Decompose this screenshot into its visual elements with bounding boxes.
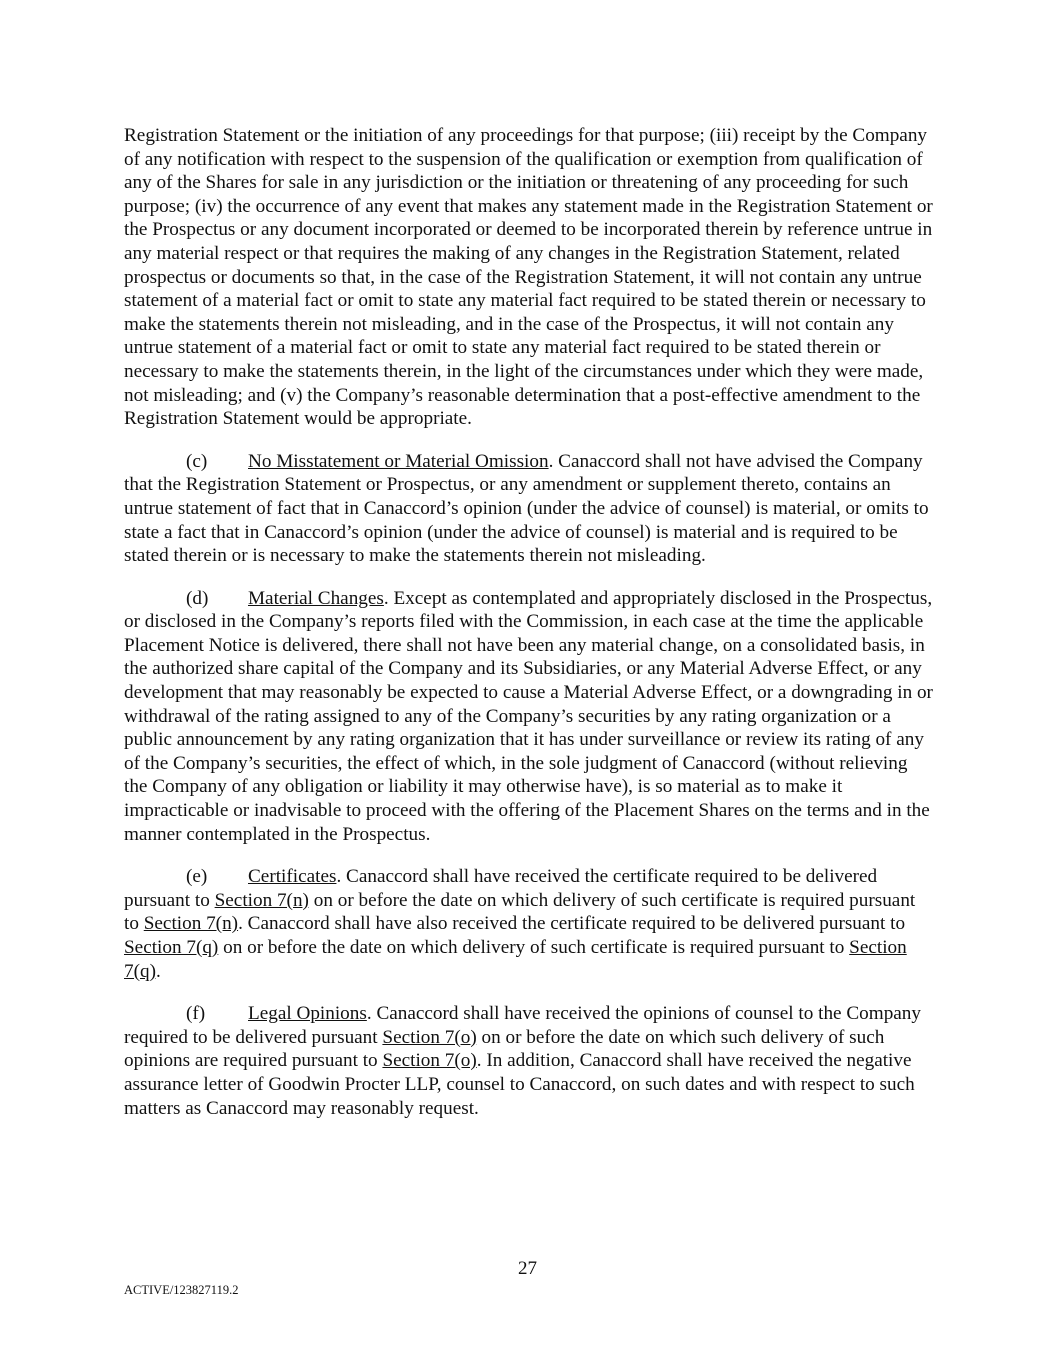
section-f-text: . Canaccord shall have received the opinions of counsel to the Company required to be delivered pursuant bbox=[124, 1003, 921, 1048]
section-f-heading: Legal Opinions bbox=[248, 1003, 367, 1025]
section-d-paragraph bbox=[124, 587, 934, 847]
section-f-text: on or before the date on which such delivery of such opinions are required pursuant to bbox=[124, 1026, 885, 1072]
section-f-text: . In addition, Canaccord shall have received the negative assurance letter of Goodwin Procter LLP, counsel to Canaccord, on such dates and with respect to such matters as Canaccord may reasonably request. bbox=[124, 1050, 915, 1119]
section-c-text: . Canaccord shall not have advised the Company that the Registration Statement or Prospectus, or any amendment or supplement thereto, contains an untrue statement of fact that in Canaccord’s opinion (under the advice of counsel) is material, or omits to state a fact that in Canaccord’s opinion (under the advice of counsel) is material and is required to be stated therein or is necessary to make the statements therein not misleading. bbox=[124, 450, 929, 567]
section-e-text: . Canaccord shall have also received the certificate required to be delivered pursuant to bbox=[238, 913, 906, 935]
section-e-text: on or before the date on which delivery of such certificate is required pursuant to bbox=[124, 889, 916, 935]
continuation-paragraph: Registration Statement or the initiation of any proceedings for that purpose; (iii) receipt by the Company of any notification with respect to the suspension of the qualification or exemption from qualification of any of the Shares for sale in any jurisdiction or the initiation or threatening of any proceeding for such purpose; (iv) the occurrence of any event that makes any statement made in the Registration Statement or the Prospectus or any document incorporated or deemed to be incorporated therein by reference untrue in any material respect or that requires the making of any changes in the Registration Statement, related prospectus or documents so that, in the case of the Registration Statement, it will not contain any untrue statement of a material fact or omit to state any material fact required to be stated therein or necessary to make the statements therein not misleading, and in the case of the Prospectus, it will not contain any untrue statement of a material fact or omit to state any material fact required to be stated therein or necessary to make the statements therein, in the light of the circumstances under which they were made, not misleading; and (v) the Company’s reasonable determination that a post-effective amendment to the Registration Statement would be appropriate. bbox=[124, 125, 933, 430]
section-reference: Section 7(n) bbox=[143, 913, 239, 935]
section-e-heading: Certificates bbox=[248, 866, 337, 888]
page-number: 27 bbox=[518, 1258, 537, 1279]
section-reference: Section 7(q) bbox=[124, 937, 219, 958]
section-c-number: (c) bbox=[186, 450, 208, 472]
section-e-paragraph bbox=[124, 865, 934, 983]
section-e-text: . Canaccord shall have received the certificate required to be delivered pursuant to bbox=[124, 866, 878, 911]
section-d-heading: Material Changes bbox=[248, 587, 384, 609]
section-e-number: (e) bbox=[186, 866, 208, 888]
section-c-paragraph bbox=[124, 450, 934, 568]
section-reference: Section 7(o) bbox=[382, 1050, 477, 1072]
section-e-text: . bbox=[155, 960, 161, 982]
section-c-heading: No Misstatement or Material Omission bbox=[248, 450, 549, 472]
section-f-paragraph bbox=[124, 1002, 934, 1120]
section-d-text: . Except as contemplated and appropriately disclosed in the Prospectus, or disclosed in the Company’s reports filed with the Commission, in each case at the time the applicable Placement Notice is delivered, there shall not have been any material change, on a consolidated basis, in the authorized share capital of the Company and its Subsidiaries, or any Material Adverse Effect, or any development that may reasonably be expected to cause a Material Adverse Effect, or a downgrading in or withdrawal of the rating assigned to any of the Company’s securities by any rating organization or a public announcement by any rating organization that it has under surveillance or review its rating of any of the Company’s securities, the effect of which, in the sole judgment of Canaccord (without relieving the Company of any obligation or liability it may otherwise have), is so material as to make it impracticable or inadvisable to proceed with the offering of the Placement Shares on the terms and in the manner contemplated in the Prospectus. bbox=[124, 587, 933, 845]
section-d-number: (d) bbox=[186, 587, 209, 609]
document-id: ACTIVE/123827119.2 bbox=[124, 1283, 239, 1297]
document-body bbox=[124, 124, 934, 1139]
section-e-text: on or before the date on which delivery of such certificate is required pursuant to bbox=[218, 937, 850, 958]
section-reference: Section 7(q) bbox=[124, 937, 907, 982]
section-f-number: (f) bbox=[186, 1003, 206, 1025]
section-reference: Section 7(o) bbox=[382, 1026, 477, 1048]
section-reference: Section 7(n) bbox=[214, 889, 309, 911]
